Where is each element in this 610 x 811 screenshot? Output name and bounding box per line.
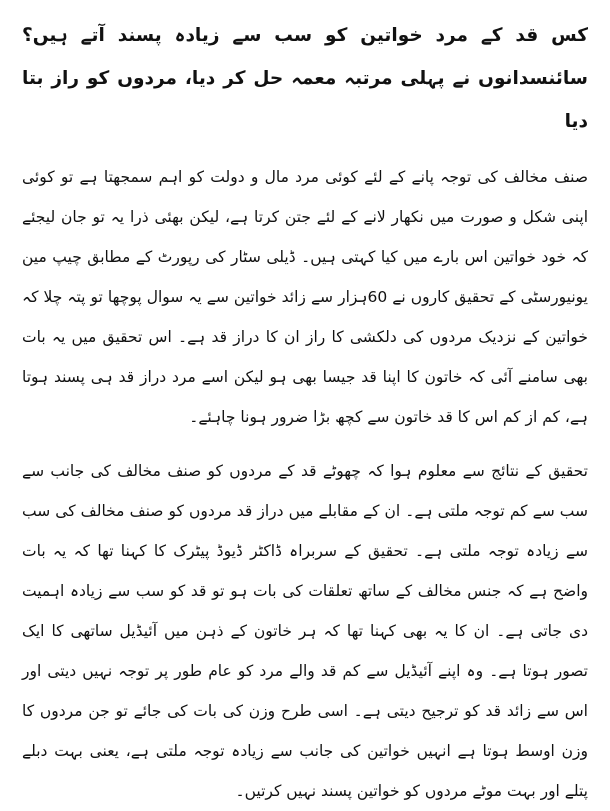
article-paragraph-1: صنف مخالف کی توجہ پانے کے لئے کوئی مرد مال و دولت کو اہم سمجھتا ہے تو کوئی اپنی شکل و صورت میں نکھار لانے کے لئے جتن کرتا ہے، لیکن بھئی ذرا یہ تو جان لیجئے کہ خود خواتین اس بارے میں کیا کہتی ہیں۔ ڈیلی سٹار کی رپورٹ کے مطابق چیپ مین یونیورسٹی کے تحقیق کاروں نے 60ہزار سے زائد خواتین سے یہ سوال پوچھا تو پتہ چلا کہ خواتین کے نزدیک مردوں کی دلکشی کا راز ان کا دراز قد ہے۔ اس تحقیق میں یہ بات بھی سامنے آئی کہ خاتون کا اپنا قد جیسا بھی ہو لیکن اسے مرد دراز قد ہی پسند ہوتا ہے، کم از کم اس کا قد خاتون سے کچھ بڑا ضرور ہونا چاہئے۔ (22, 168, 588, 426)
article-paragraph-2: تحقیق کے نتائج سے معلوم ہوا کہ چھوٹے قد کے مردوں کو صنف مخالف کی جانب سے سب سے کم توجہ ملتی ہے۔ ان کے مقابلے میں دراز قد مردوں کو صنف مخالف کی سب سے زیادہ توجہ ملتی ہے۔ تحقیق کے سربراہ ڈاکٹر ڈیوڈ پیٹرک کا کہنا تھا کہ یہ بات واضح ہے کہ جنس مخالف کے ساتھ تعلقات کی بات ہو تو قد کو سب سے زیادہ اہمیت دی جاتی ہے۔ ان کا یہ بھی کہنا تھا کہ ہر خاتون کے ذہن میں آئیڈیل ساتھی کا ایک تصور ہوتا ہے۔ وہ اپنے آئیڈیل سے کم قد والے مرد کو عام طور پر توجہ نہیں دیتی اور اس سے زائد قد کو ترجیح دیتی ہے۔ اسی طرح وزن کی بات کی جائے تو جن مردوں کا وزن اوسط ہوتا ہے انہیں خواتین کی جانب سے زیادہ توجہ ملتی ہے، یعنی بہت دبلے پتلے اور بہت موٹے مردوں کو خواتین پسند نہیں کرتیں۔ (22, 462, 588, 800)
article-headline: کس قد کے مرد خواتین کو سب سے زیادہ پسند آتے ہیں؟ سائنسدانوں نے پہلی مرتبہ معمہ حل کر دیا، مردوں کو راز بتا دیا (22, 25, 588, 132)
